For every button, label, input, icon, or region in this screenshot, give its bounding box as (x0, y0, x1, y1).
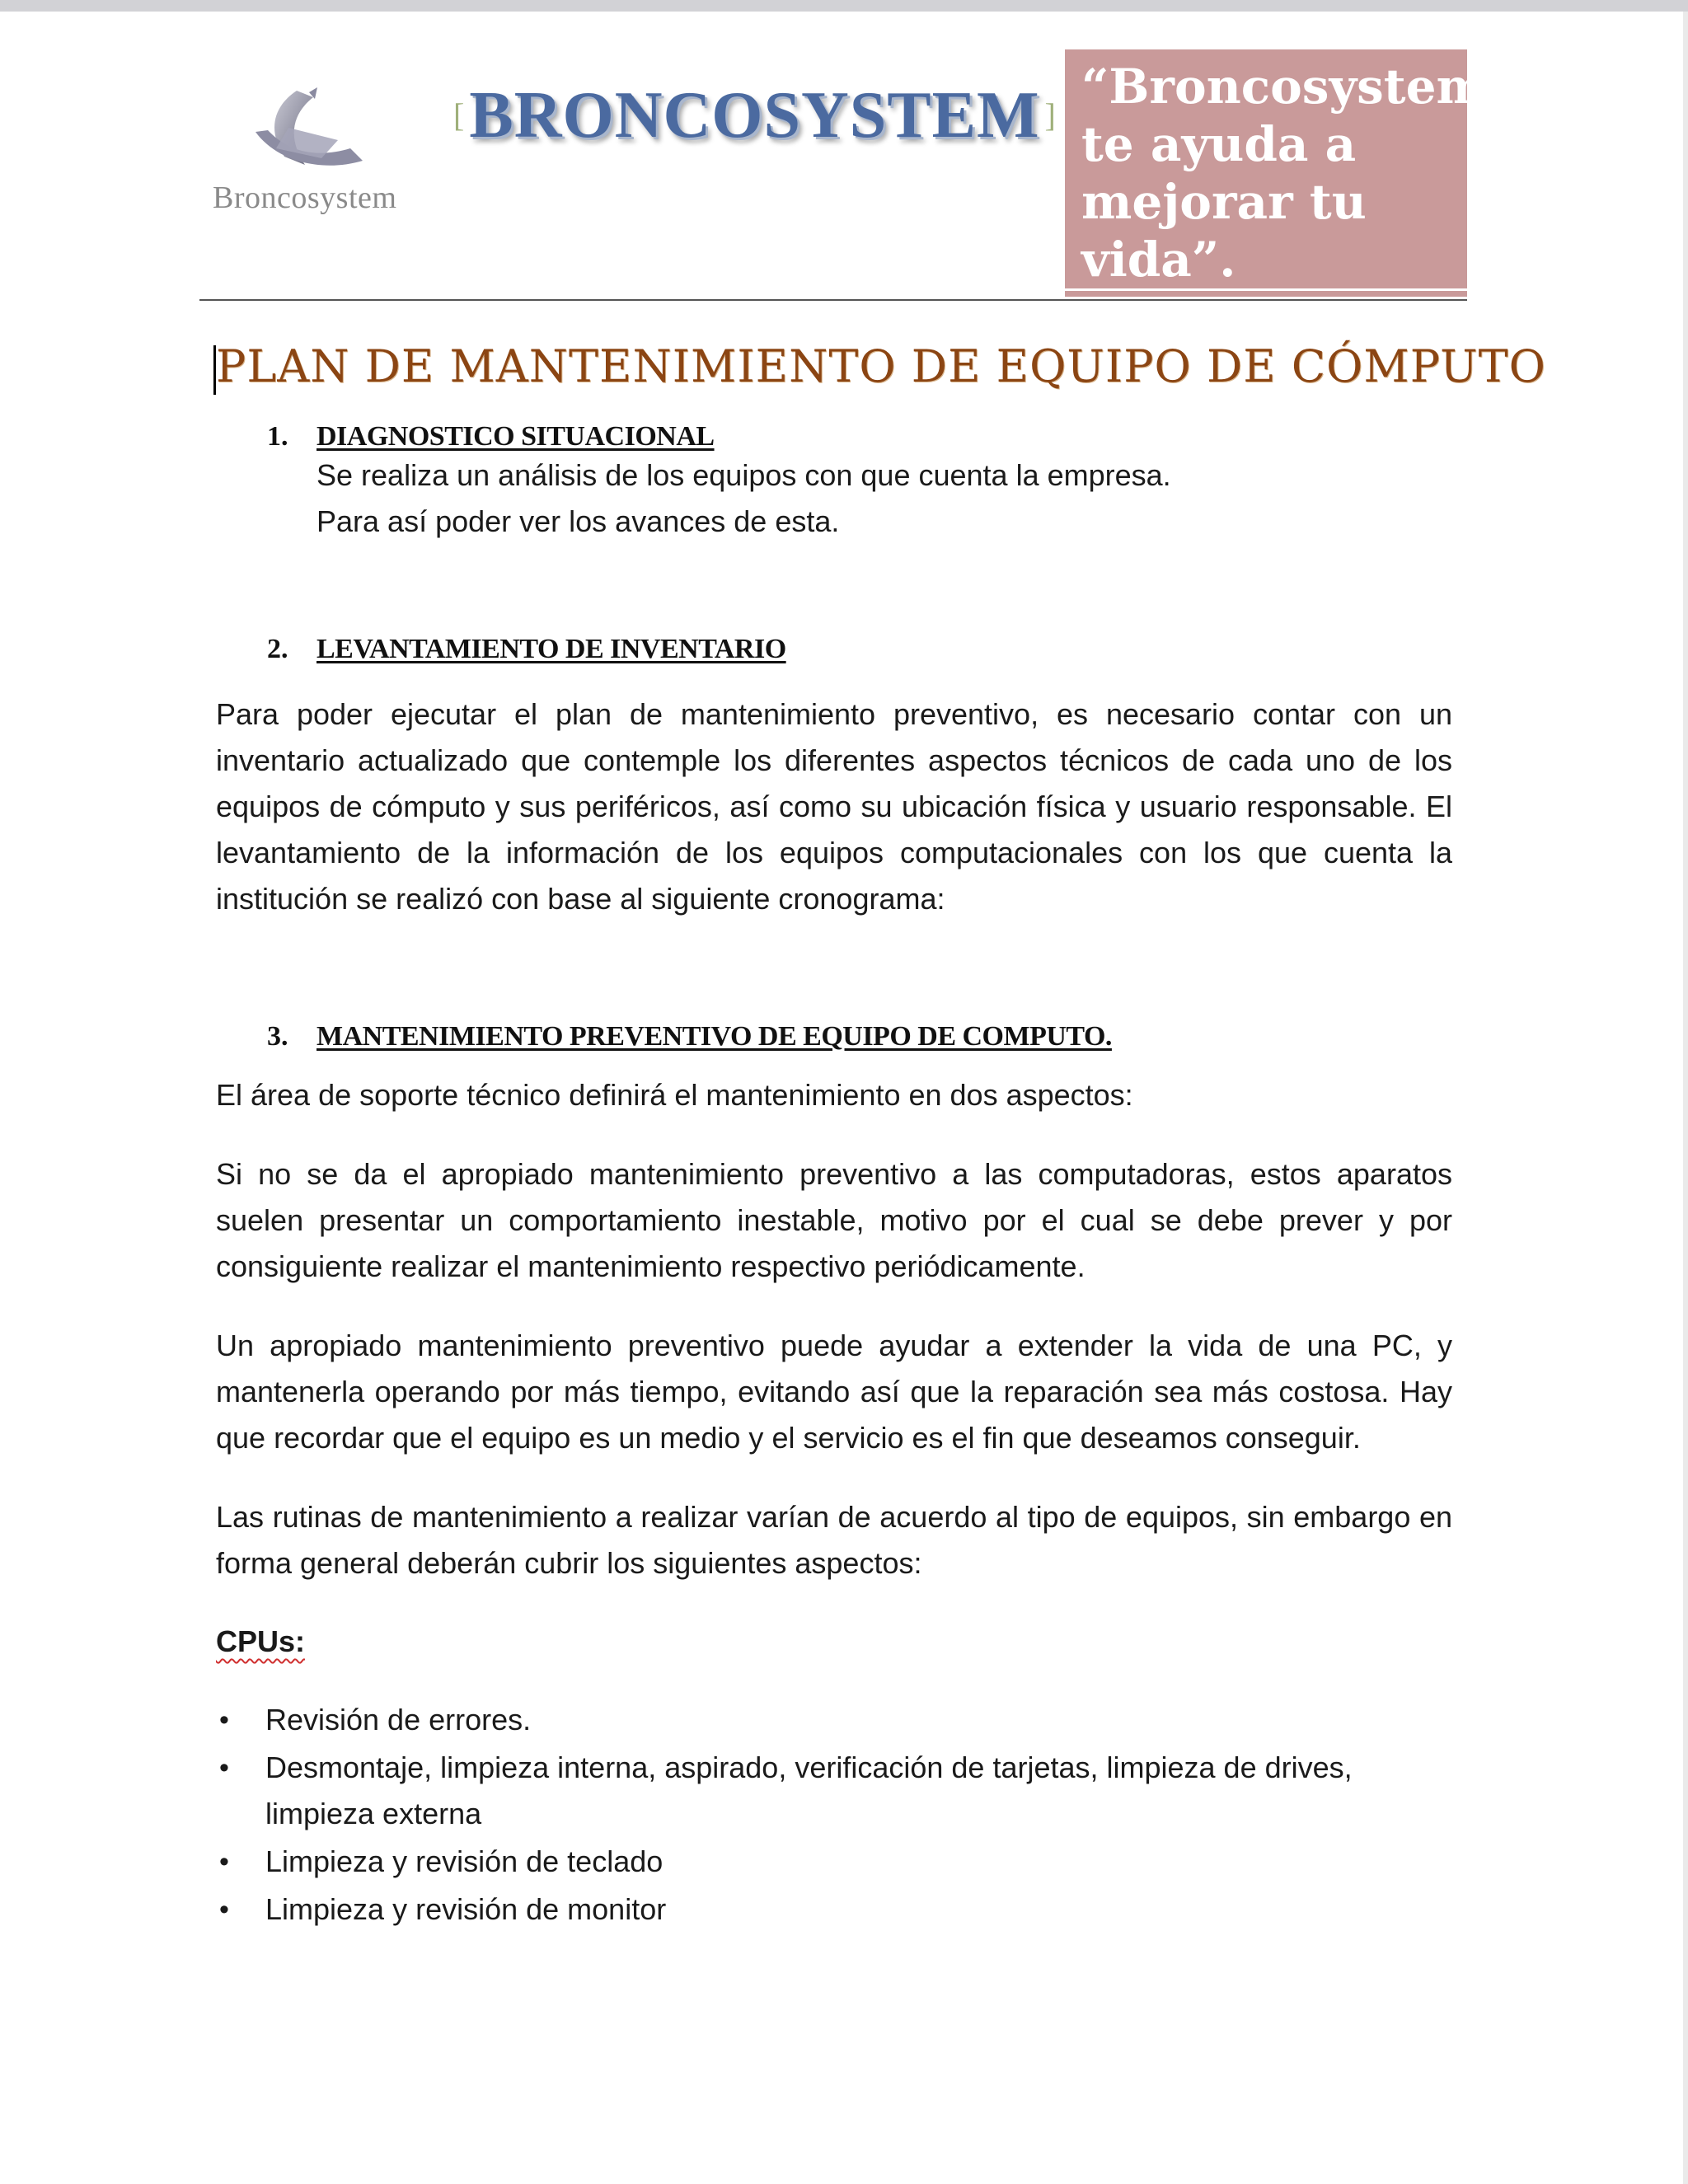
bracket-close: ] (1044, 96, 1056, 134)
bullet-icon: • (219, 1752, 229, 1783)
section-3-paragraph-3: Un apropiado mantenimiento preventivo puede ayudar a extender la vida de una PC, y mantenerla operando por más tiempo, evitando así que la reparación sea más costosa. Hay que recordar que el equipo es un medio y el servicio es el fin que deseamos conseguir. (216, 1329, 1452, 1455)
tagline-box (1065, 49, 1487, 297)
document-title[interactable] (216, 334, 1546, 400)
window-top-strip (0, 0, 1688, 12)
list-item-text: Desmontaje, limpieza interna, aspirado, verificación de tarjetas, limpieza de drives, limpieza externa (265, 1750, 1353, 1830)
section-1-line-2: Para así poder ver los avances de esta. (316, 504, 840, 538)
section-3-paragraph-1: El área de soporte técnico definirá el mantenimiento en dos aspectos: (216, 1078, 1133, 1112)
list-item-text: Limpieza y revisión de monitor (265, 1892, 667, 1926)
section-2-paragraph: Para poder ejecutar el plan de mantenimiento preventivo, es necesario contar con un inventario actualizado que contemple los diferentes aspectos técnicos de cada uno de los equipos de cómputo y sus periféricos, así como su ubicación física y usuario responsable. El levantamiento de la información de los equipos computacionales con los que cuenta la institución se realizó con base al siguiente cronograma: (216, 697, 1452, 916)
bullet-icon: • (219, 1894, 229, 1925)
page-right-edge (1683, 12, 1688, 2184)
cpus-label: CPUs: (216, 1624, 306, 1658)
section-2-number: 2. (267, 634, 288, 664)
section-1-number: 1. (267, 421, 288, 452)
bullet-icon: • (219, 1704, 229, 1736)
logo-caption: Broncosystem (213, 180, 397, 215)
section-2-title: LEVANTAMIENTO DE INVENTARIO (316, 634, 786, 664)
broncosystem-logo (206, 82, 420, 223)
list-item (216, 1886, 1452, 1933)
section-3-heading (267, 1021, 1452, 1052)
logo-graphic-icon (239, 82, 379, 181)
section-3-number: 3. (267, 1021, 288, 1052)
section-1-title: DIAGNOSTICO SITUACIONAL (316, 421, 715, 452)
tagline-text: “Broncosystem te ayuda a mejorar tu vida”. (1081, 59, 1487, 288)
list-item (216, 1697, 1452, 1743)
cpu-maintenance-list (216, 1697, 1452, 1933)
list-item-text: Limpieza y revisión de teclado (265, 1844, 663, 1878)
brand-heading (453, 74, 1056, 157)
list-item (216, 1839, 1452, 1885)
bracket-open: [ (453, 96, 465, 134)
text-cursor (213, 345, 216, 395)
section-2-heading (267, 634, 1452, 665)
document-title-text: PLAN DE MANTENIMIENTO DE EQUIPO DE CÓMPUTO (216, 340, 1546, 392)
tagline-underline (1065, 288, 1467, 291)
bullet-icon: • (219, 1846, 229, 1877)
section-3-paragraph-2: Si no se da el apropiado mantenimiento preventivo a las computadoras, estos aparatos suelen presentar un comportamiento inestable, motivo por el cual se debe prever y por consiguiente realizar el mantenimiento respectivo periódicamente. (216, 1157, 1452, 1283)
list-item (216, 1745, 1452, 1837)
section-3-paragraph-4: Las rutinas de mantenimiento a realizar varían de acuerdo al tipo de equipos, sin embargo en forma general deberán cubrir los siguientes aspectos: (216, 1500, 1452, 1580)
list-item-text: Revisión de errores. (265, 1703, 532, 1736)
section-1-heading (267, 421, 1452, 452)
brand-title: BRONCOSYSTEM (469, 79, 1040, 152)
document-body (216, 334, 1546, 1934)
header-divider (199, 299, 1467, 301)
section-1-line-1: Se realiza un análisis de los equipos con que cuenta la empresa. (316, 458, 1171, 492)
section-3-title: MANTENIMIENTO PREVENTIVO DE EQUIPO DE COMPUTO. (316, 1021, 1112, 1052)
